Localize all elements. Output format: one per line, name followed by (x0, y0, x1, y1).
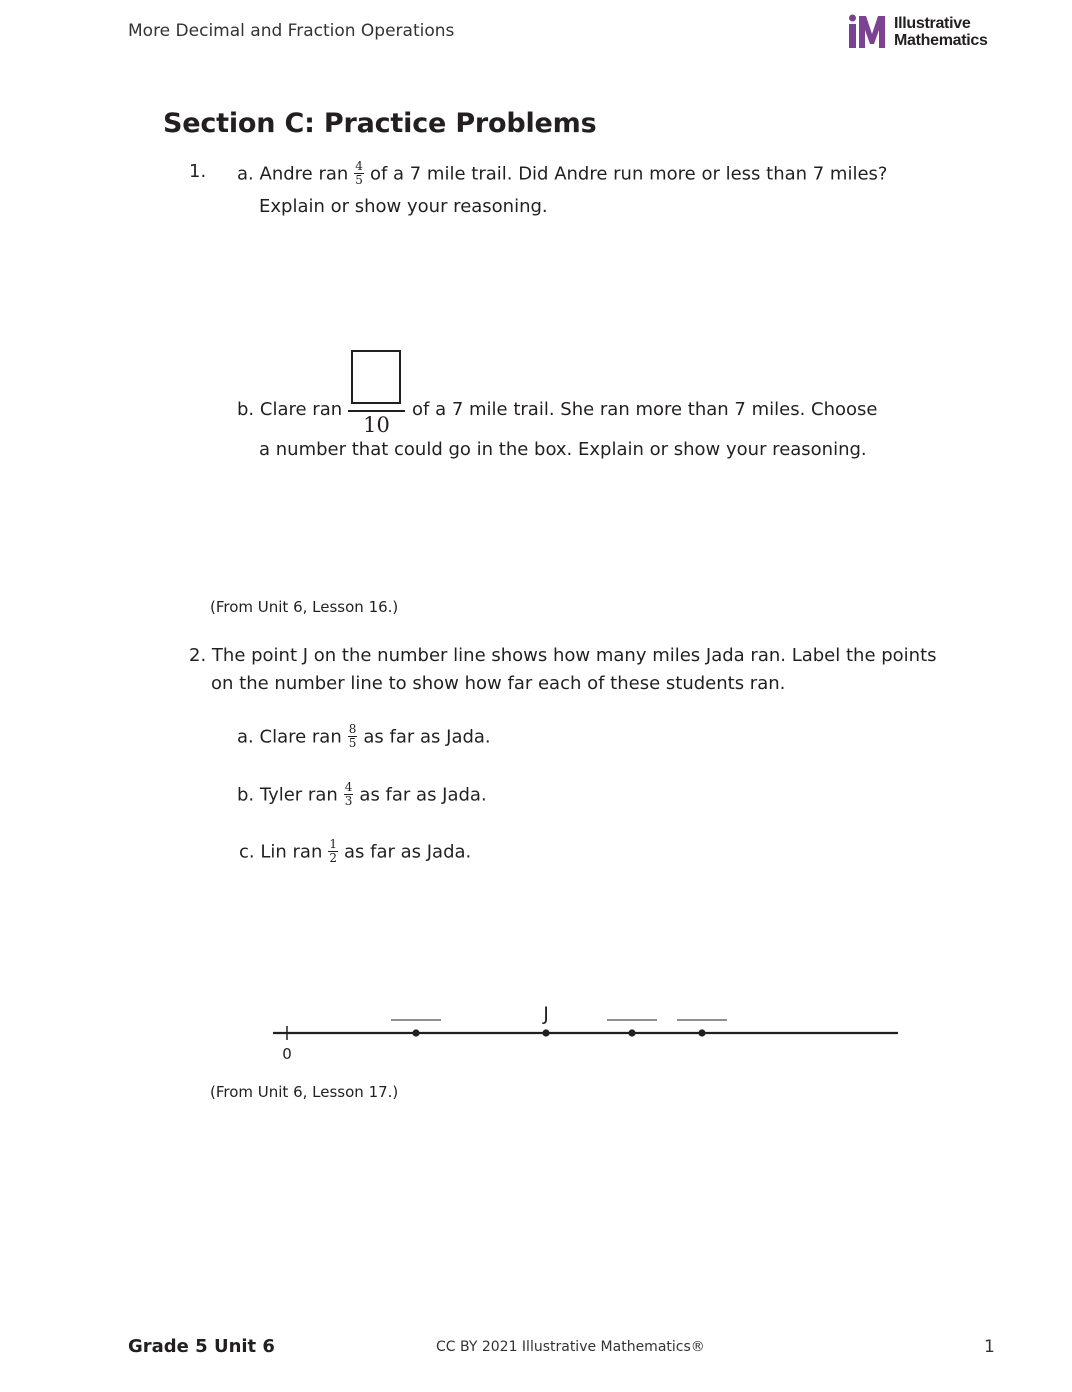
problem-1b-line-1-pre (237, 399, 342, 420)
problem-1b-post: of a 7 mile trail. She ran more than 7 miles. Choose (412, 399, 878, 420)
problem-2-text-1: The point J on the number line shows how many miles Jada ran. Label the points (211, 645, 937, 666)
illustrative-mathematics-logo (848, 14, 988, 50)
problem-1a-label: a. (237, 163, 254, 185)
problem-1a-pre: Andre ran (259, 163, 349, 185)
problem-2a-label: a. (237, 726, 254, 748)
problem-2-number: 2. (189, 645, 207, 666)
problem-1-number: 1. (189, 161, 207, 182)
logo-line-2: Mathematics (894, 32, 988, 49)
problem-1b-pre: Clare ran (259, 399, 343, 420)
im-logo-icon (848, 14, 888, 50)
problem-1b-line-2: a number that could go in the box. Explain or show your reasoning. (259, 439, 867, 460)
answer-box[interactable] (351, 350, 401, 404)
problem-2b-label: b. (237, 784, 255, 806)
problem-1-source: (From Unit 6, Lesson 16.) (210, 598, 399, 616)
problem-2-line-1 (189, 645, 937, 666)
fraction-denominator: 5 (355, 173, 363, 187)
box-fraction-over-10 (348, 349, 406, 439)
fraction-4-3 (344, 781, 354, 808)
logo-wordmark (894, 15, 988, 49)
problem-2a-post: as far as Jada. (363, 726, 491, 748)
fraction-numerator: 1 (329, 837, 337, 851)
problem-2-line-2: on the number line to show how far each of these students ran. (211, 673, 786, 694)
point-unlabeled-3 (698, 1029, 705, 1036)
footer-license: CC BY 2021 Illustrative Mathematics® (436, 1339, 705, 1355)
problem-1a-line-1 (237, 161, 887, 188)
problem-2c (239, 839, 471, 866)
fraction-8-5 (348, 723, 358, 750)
fraction-bar (348, 410, 405, 412)
problem-2b (237, 782, 487, 809)
point-unlabeled-2 (628, 1029, 635, 1036)
fraction-denominator: 3 (344, 794, 353, 808)
point-j (542, 1029, 549, 1036)
fraction-denominator: 5 (348, 736, 357, 750)
fraction-4-5 (354, 160, 364, 187)
point-unlabeled-1 (412, 1029, 419, 1036)
problem-2c-label: c. (239, 841, 255, 863)
problem-2c-pre: Lin ran (260, 841, 323, 863)
fraction-denominator: 2 (329, 851, 337, 865)
document-header-title: More Decimal and Fraction Operations (128, 21, 455, 41)
zero-tick-label: 0 (282, 1045, 292, 1063)
problem-2a-pre: Clare ran (259, 726, 342, 748)
section-title: Section C: Practice Problems (163, 108, 597, 139)
footer-page-number: 1 (984, 1337, 995, 1357)
problem-1a-line-2: Explain or show your reasoning. (259, 196, 548, 217)
problem-2c-post: as far as Jada. (344, 841, 472, 863)
box-fraction-denominator: 10 (363, 413, 390, 437)
fraction-1-2 (328, 838, 338, 865)
problem-1a-post: of a 7 mile trail. Did Andre run more or less than 7 miles? (369, 163, 888, 185)
logo-line-1: Illustrative (894, 15, 971, 32)
problem-1b-label: b. (237, 399, 255, 420)
problem-2-source: (From Unit 6, Lesson 17.) (210, 1083, 399, 1101)
problem-2a (237, 724, 491, 751)
fraction-numerator: 4 (344, 780, 353, 794)
footer-grade-unit: Grade 5 Unit 6 (128, 1336, 275, 1357)
problem-2b-pre: Tyler ran (259, 784, 338, 806)
point-j-label: J (543, 1003, 549, 1025)
fraction-numerator: 4 (355, 159, 363, 173)
problem-2b-post: as far as Jada. (359, 784, 487, 806)
fraction-numerator: 8 (348, 722, 357, 736)
